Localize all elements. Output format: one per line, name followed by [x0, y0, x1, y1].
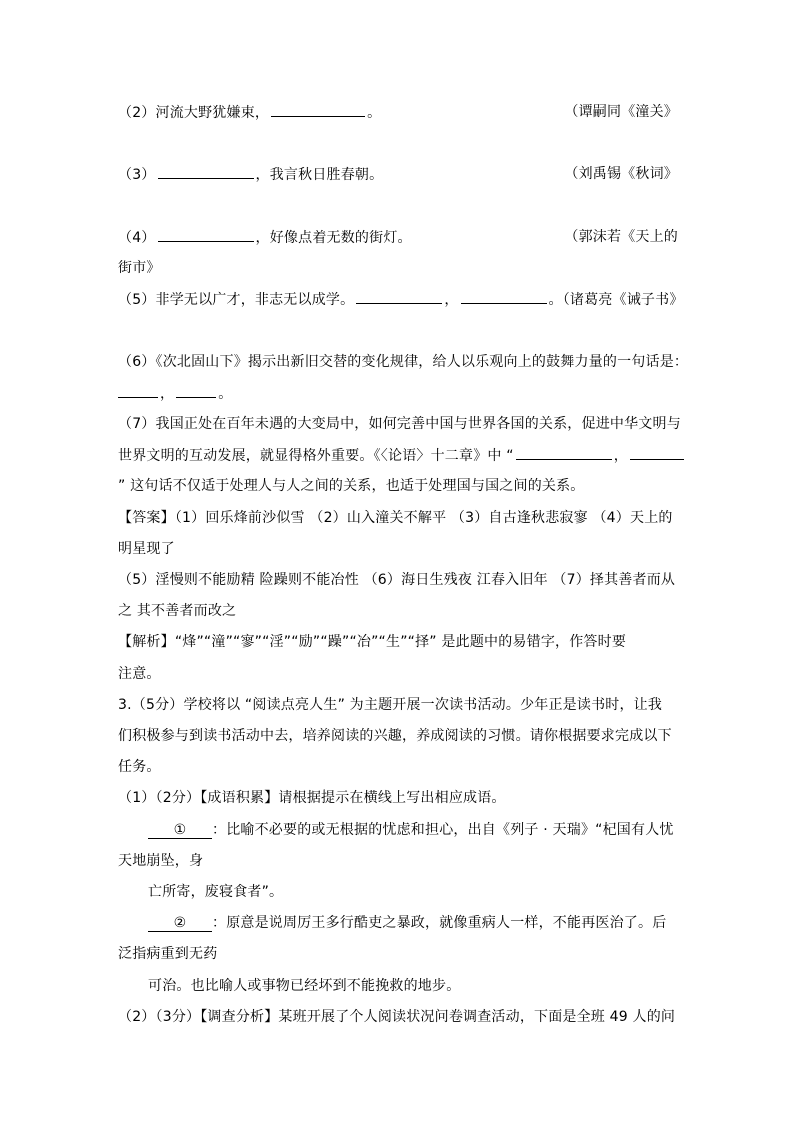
question-5-prefix: （5）非学无以广才，非志无以成学。: [118, 292, 355, 308]
idiom-blank-1[interactable]: [148, 822, 212, 839]
analysis-text-1: “烽”“潼”“寥”“淫”“励”“躁”“冶”“生”“择” 是此题中的易错字，作答时要: [174, 634, 627, 650]
question-2-suffix: 。: [367, 105, 382, 121]
answer-blank[interactable]: [461, 289, 547, 304]
idiom-item-2-text: ：原意是说周厉王多行酷吏之暴政，就像重病人一样，不能再医治了。后: [212, 915, 667, 931]
comma: ，: [613, 448, 628, 464]
analysis-label: 【解析】: [118, 634, 175, 650]
idiom-item-1-text: ：比喻不必要的或无根据的忧虑和担心，出自《列子 · 天瑞》“杞国有人忧: [212, 822, 674, 838]
question-4-source: （郭沫若《天上的: [564, 229, 678, 245]
idiom-item-2: [148, 913, 678, 933]
idiom-item-1-cont-2-text: 亡所寄，废寝食者”。: [148, 884, 284, 900]
question-4-line: [118, 227, 678, 247]
circled-number-1: ①: [173, 822, 187, 838]
idiom-item-2-cont-2: [148, 976, 708, 996]
question-3-source: （刘禹锡《秋词》: [564, 166, 678, 182]
answer-line-3: [118, 570, 678, 590]
answer-blank[interactable]: [630, 445, 684, 460]
question-6-line: [118, 352, 689, 372]
period: 。: [218, 386, 233, 402]
question-7-line-3: [118, 476, 678, 496]
question3-text-2: 们积极参与到读书活动中去，培养阅读的兴趣，养成阅读的习惯。请你根据要求完成以下: [118, 728, 672, 744]
question3-line-1: [118, 695, 678, 715]
question-5-suffix: 。（诸葛亮《诫子书》: [548, 292, 684, 308]
idiom-item-2-cont-1-text: 泛指病重到无药: [118, 946, 218, 962]
answer-blank[interactable]: [118, 383, 158, 398]
answer-blank[interactable]: [516, 445, 612, 460]
answer-line-4: [118, 601, 678, 621]
analysis-text-2: 注意。: [118, 666, 161, 682]
idiom-item-1-cont-2: [148, 882, 708, 902]
sub1-heading-text: （1）（2分）【成语积累】请根据提示在横线上写出相应成语。: [118, 790, 506, 806]
question3-line-3: [118, 757, 678, 777]
question-4-source-cont-text: 街市》: [118, 260, 161, 276]
answer-text-1: （1）回乐烽前沙似雪 （2）山入潼关不解平 （3）自古逢秋悲寂寥 （4）天上的: [174, 510, 673, 526]
idiom-item-1-cont-1-text: 天地崩坠，身: [118, 853, 204, 869]
question-2-line: [118, 102, 678, 122]
answer-text-3: （5）淫慢则不能励精 险躁则不能冶性 （6）海日生残夜 江春入旧年 （7）择其善者而从: [118, 572, 676, 588]
question3-text-1: 3.（5分）学校将以 “阅读点亮人生” 为主题开展一次读书活动。少年正是读书时，让我: [118, 697, 663, 713]
answer-blank[interactable]: [158, 164, 254, 179]
question-3-suffix: ，我言秋日胜春朝。: [255, 167, 384, 183]
question-3-prefix: （3）: [118, 167, 156, 183]
question3-line-2: [118, 726, 678, 746]
answer-text-2: 明星现了: [118, 541, 175, 557]
circled-number-2: ②: [173, 915, 187, 931]
comma: ，: [160, 386, 175, 402]
question-5-line: [118, 289, 684, 309]
question-6-text: （6）《次北固山下》揭示出新旧交替的变化规律，给人以乐观向上的鼓舞力量的一句话是：: [118, 354, 689, 370]
question-7-line-2: [118, 445, 678, 465]
analysis-line-2: [118, 664, 678, 684]
question-3-line: [118, 164, 678, 184]
answer-blank[interactable]: [356, 289, 442, 304]
idiom-item-1: [148, 820, 678, 840]
question3-text-3: 任务。: [118, 759, 161, 775]
answer-blank[interactable]: [158, 227, 254, 242]
question-7-text-3: ” 这句话不仅适于处理人与人之间的关系，也适于处理国与国之间的关系。: [118, 478, 585, 494]
question-7-text-2: 世界文明的互动发展，就显得格外重要。《〈论语〉十二章》中 “: [118, 448, 514, 464]
answer-line-1: [118, 508, 678, 528]
comma: ，: [444, 292, 459, 308]
answer-blank[interactable]: [176, 383, 216, 398]
question-2-prefix: （2）河流大野犹嫌束，: [118, 105, 270, 121]
answer-line-2: [118, 539, 678, 559]
answer-label: 【答案】: [118, 510, 175, 526]
question-7-line-1: [118, 414, 681, 434]
sub1-heading: [118, 788, 678, 808]
sub2-heading: [118, 1007, 678, 1027]
idiom-blank-2[interactable]: [148, 915, 212, 932]
answer-blank[interactable]: [271, 102, 365, 117]
idiom-item-2-cont-2-text: 可治。也比喻人或事物已经坏到不能挽救的地步。: [148, 978, 461, 994]
question-7-text-1: （7）我国正处在百年未遇的大变局中，如何完善中国与世界各国的关系，促进中华文明与: [118, 416, 681, 432]
idiom-item-1-cont-1: [118, 851, 678, 871]
question-4-prefix: （4）: [118, 230, 156, 246]
analysis-line-1: [118, 632, 678, 652]
sub2-heading-text: （2）（3分）【调查分析】某班开展了个人阅读状况问卷调查活动，下面是全班 49 人的问: [118, 1009, 676, 1025]
answer-text-4: 之 其不善者而改之: [118, 603, 237, 619]
question-2-source: （谭嗣同《潼关》: [564, 104, 678, 120]
idiom-item-2-cont-1: [118, 944, 678, 964]
question-4-suffix: ，好像点着无数的街灯。: [255, 230, 412, 246]
question-6-blanks: [118, 383, 678, 403]
question-4-source-cont: [118, 258, 678, 278]
